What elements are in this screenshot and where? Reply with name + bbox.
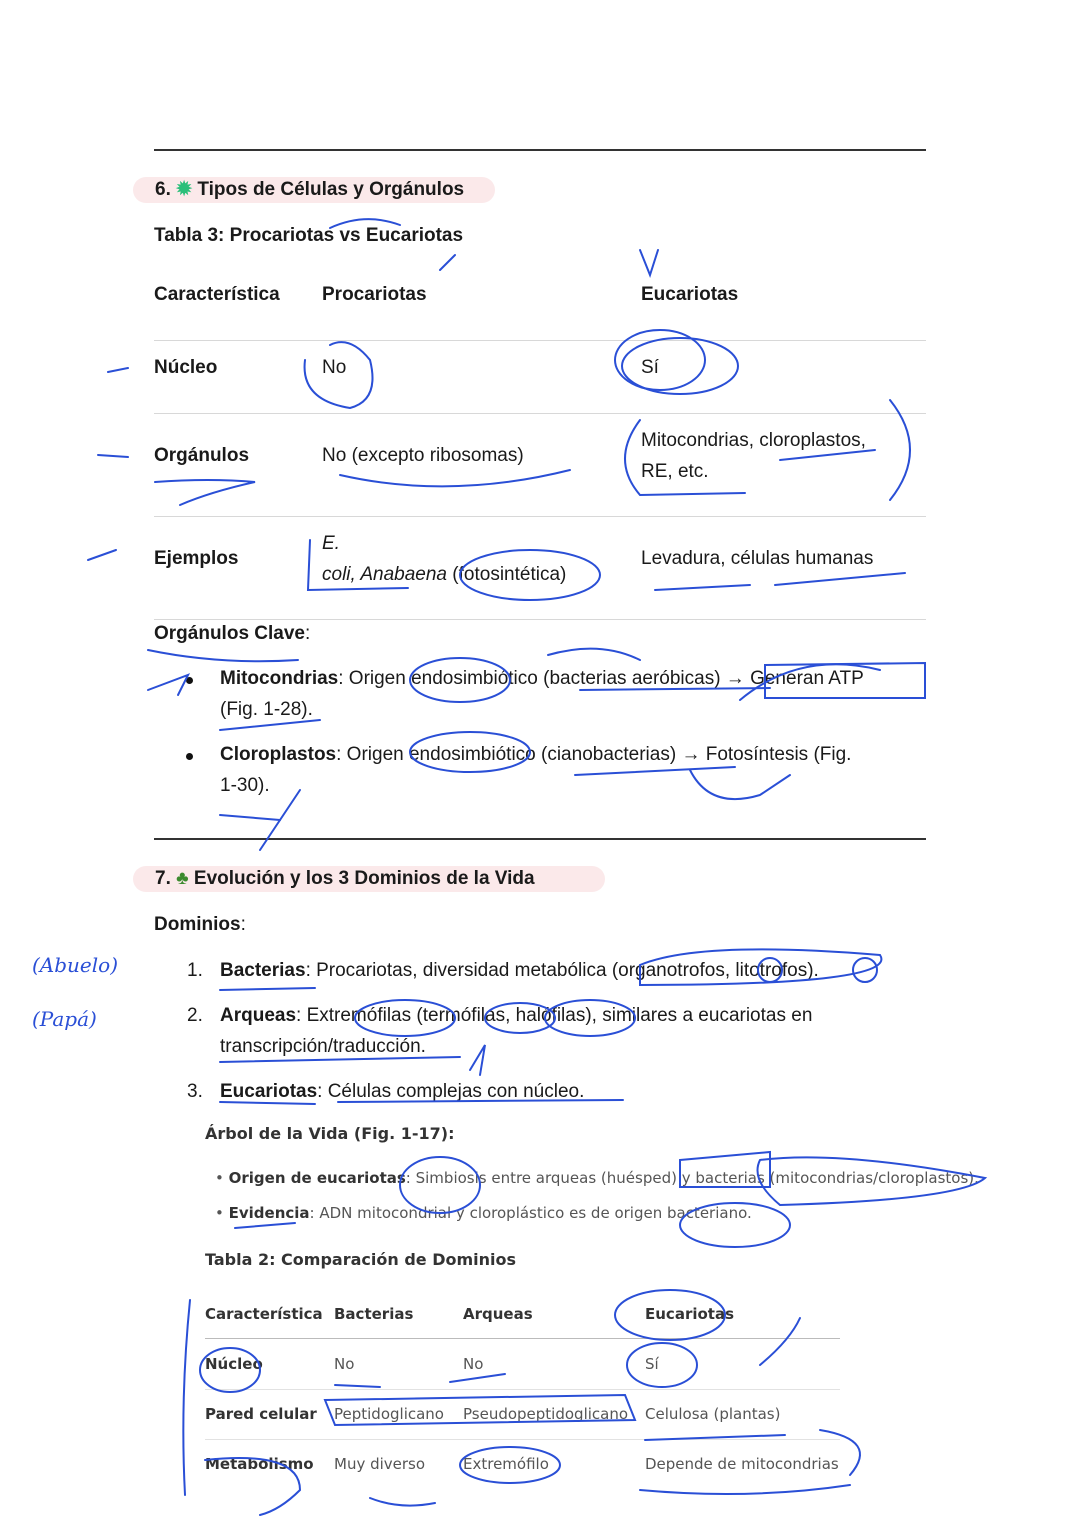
table-3-title: Tabla 3: Procariotas vs Eucariotas [154,225,464,246]
section-number: 6. [155,179,171,200]
table-2-title: Tabla 2: Comparación de Dominios [205,1250,517,1269]
tree-item: • Origen de eucariotas: Simbiosis entre arqueas (huésped) y bacterias (mitocondrias/cloroplastos). [215,1169,979,1187]
bullet-text [220,744,851,766]
bullet-text: (Fig. 1-28). [220,699,313,720]
term: Bacterias [220,960,306,981]
list-number: 2. [187,1005,203,1026]
table-cell: Celulosa (plantas) [645,1405,781,1423]
cell [322,564,566,586]
desc: : Células complejas con núcleo. [317,1081,585,1102]
row-divider [205,1338,840,1339]
table-cell: Muy diverso [334,1455,426,1473]
list-item-cont: transcripción/traducción. [220,1036,426,1057]
table-cell: Núcleo [205,1355,263,1373]
tree-item: • Evidencia: ADN mitocondrial y cloroplástico es de origen bacteriano. [215,1204,752,1222]
row-divider [154,619,926,620]
list-number: 1. [187,960,203,981]
col-header: Procariotas [322,284,427,305]
label: Dominios [154,914,241,935]
table-cell: Característica [205,1305,323,1323]
key-organelles-title: Orgánulos Clave: [154,623,311,644]
list-item [220,1081,584,1103]
list-item [220,960,819,982]
cell: Sí [641,357,659,378]
section-7-heading [133,866,605,892]
tree-title: Árbol de la Vida (Fig. 1-17): [205,1124,455,1143]
section-title: Tipos de Células y Orgánulos [197,179,465,200]
row-divider [154,340,926,341]
table-cell: No [463,1355,484,1373]
term: Mitocondrias [220,668,339,689]
desc: : Simbiosis entre arqueas (huésped) y bacterias (mitocondrias/cloroplastos). [405,1169,979,1187]
list-number: 3. [187,1081,203,1102]
bullet-text [220,668,864,690]
bullet [186,753,193,760]
desc: : Extremófilas (termófilas, halófilas), similares a eucariotas en [296,1005,813,1026]
cell: RE, etc. [641,461,709,482]
bullet [186,677,193,684]
table-cell: No [334,1355,355,1373]
cell: No (excepto ribosomas) [322,445,524,466]
section-title: Evolución y los 3 Dominios de la Vida [193,868,535,889]
table-cell: Arqueas [463,1305,533,1323]
table-cell: Metabolismo [205,1455,314,1473]
table-cell: Eucariotas [645,1305,735,1323]
cell: Ejemplos [154,548,239,569]
desc: : Origen endosimbiótico (cianobacterias) → Fotosíntesis (Fig. [336,744,852,765]
handwritten-note: (Papá) [32,1007,97,1031]
divider [154,149,926,151]
table-cell: Sí [645,1355,659,1373]
term: Cloroplastos [220,744,337,765]
row-divider [205,1389,840,1390]
cell: Núcleo [154,357,218,378]
desc: : Procariotas, diversidad metabólica (organotrofos, litotrofos). [305,960,819,981]
cell: Levadura, células humanas [641,548,874,569]
col-header: Eucariotas [641,284,739,305]
term: Origen de eucariotas [228,1169,406,1187]
section-number: 7. [155,868,171,889]
table-cell: Peptidoglicano [334,1405,444,1423]
desc: : Origen endosimbiótico (bacterias aeróbicas) → Generan ATP [338,668,864,689]
cell: E. [322,533,340,554]
row-divider [205,1439,840,1440]
species: coli, Anabaena [322,564,448,585]
table-cell: Bacterias [334,1305,414,1323]
term: Eucariotas [220,1081,318,1102]
virus-icon: ✹ [176,179,193,200]
section-6-heading [133,177,495,203]
note: (fotosintética) [447,564,567,585]
table-cell: Pseudopeptidoglicano [463,1405,629,1423]
list-item [220,1005,812,1027]
label: Orgánulos Clave [154,623,305,644]
term: Arqueas [220,1005,297,1026]
cell: No [322,357,347,378]
bullet-text: 1-30). [220,775,270,796]
cell: Orgánulos [154,445,250,466]
dominios-label: Dominios: [154,914,246,935]
divider [154,838,926,840]
tree-icon: ♣ [176,868,189,889]
col-header: Característica [154,284,280,305]
table-cell: Pared celular [205,1405,317,1423]
term: Evidencia [228,1204,310,1222]
desc: : ADN mitocondrial y cloroplástico es de origen bacteriano. [309,1204,752,1222]
row-divider [154,516,926,517]
handwritten-note: (Abuelo) [32,953,119,977]
cell: Mitocondrias, cloroplastos, [641,430,866,451]
table-cell: Depende de mitocondrias [645,1455,839,1473]
table-cell: Extremófilo [463,1455,549,1473]
row-divider [154,413,926,414]
